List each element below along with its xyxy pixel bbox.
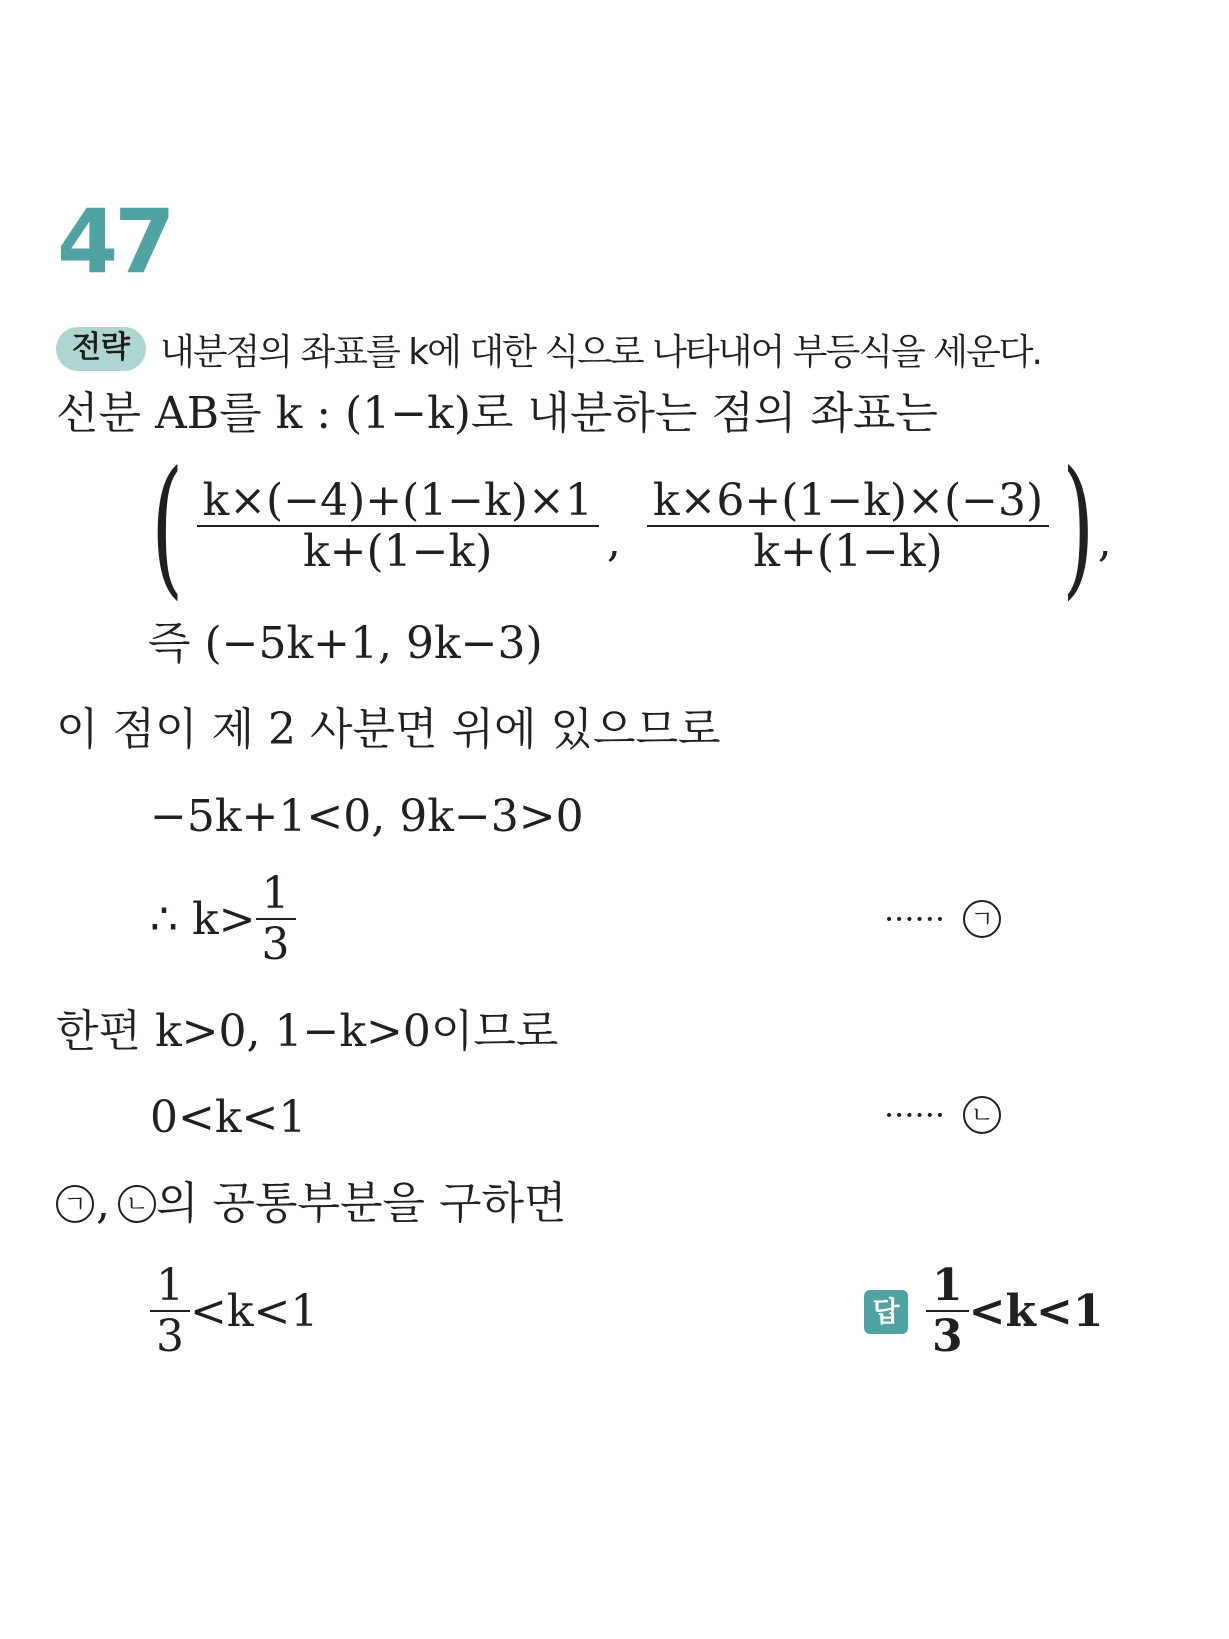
left-paren: ( — [151, 440, 184, 614]
circle-mark-giyeok: ㄱ — [963, 900, 1001, 938]
line10-suffix: <k<1 — [190, 1286, 319, 1338]
fraction-y-numerator: k×6+(1−k)×(−3) — [647, 477, 1049, 527]
circle-mark-nieun-ref: ㄴ — [118, 1185, 156, 1223]
answer-numerator: 1 — [926, 1262, 969, 1312]
solution-line-5: −5k+1<0, 9k−3>0 — [150, 791, 584, 842]
fraction-y-denominator: k+(1−k) — [753, 525, 943, 577]
line6-fraction — [256, 870, 296, 971]
solution-line-8: 0<k<1 — [150, 1092, 307, 1143]
solution-line-3: 즉 (−5k+1, 9k−3) — [148, 618, 543, 669]
line6-numerator: 1 — [256, 870, 296, 920]
dots-1: ······ — [884, 900, 946, 938]
strategy-text: 내분점의 좌표를 k에 대한 식으로 나타내어 부등식을 세운다. — [159, 331, 1041, 373]
coordinate-expression — [138, 440, 1112, 614]
line9-text: 의 공통부분을 구하면 — [156, 1178, 567, 1229]
solution-line-1: 선분 AB를 k : (1−k)로 내분하는 점의 좌표는 — [56, 388, 938, 439]
trailing-comma: , — [1097, 516, 1112, 567]
line6-prefix: ∴ k> — [150, 894, 256, 946]
solution-line-6 — [150, 870, 296, 971]
solution-line-4: 이 점이 제 2 사분면 위에 있으므로 — [56, 704, 721, 755]
answer-badge: 답 — [864, 1290, 908, 1334]
answer-denominator: 3 — [932, 1311, 963, 1363]
answer-suffix: <k<1 — [968, 1286, 1104, 1338]
right-paren: ) — [1062, 440, 1095, 614]
solution-line-7: 한편 k>0, 1−k>0이므로 — [56, 1006, 559, 1057]
strategy-badge: 전략 — [56, 327, 146, 371]
answer — [864, 1262, 1103, 1363]
circle-mark-nieun: ㄴ — [963, 1096, 1001, 1134]
solution-line-9 — [56, 1178, 567, 1229]
line9-comma: , — [96, 1178, 110, 1229]
fraction-y — [647, 474, 1049, 578]
comma: , — [606, 516, 621, 567]
fraction-x-denominator: k+(1−k) — [302, 525, 493, 577]
fraction-x-numerator: k×(−4)+(1−k)×1 — [197, 477, 599, 527]
dots-2: ······ — [884, 1096, 946, 1134]
marker-row-1 — [884, 900, 1001, 938]
line10-denominator: 3 — [156, 1311, 184, 1363]
line10-fraction — [150, 1262, 190, 1363]
circle-mark-giyeok-ref: ㄱ — [56, 1185, 94, 1223]
marker-row-2 — [884, 1096, 1001, 1134]
line6-denominator: 3 — [261, 919, 290, 971]
strategy-row — [56, 325, 1041, 373]
answer-fraction — [926, 1262, 969, 1363]
problem-number: 47 — [57, 190, 172, 293]
fraction-x — [197, 474, 599, 578]
line10-numerator: 1 — [150, 1262, 190, 1312]
solution-line-10 — [150, 1262, 318, 1363]
